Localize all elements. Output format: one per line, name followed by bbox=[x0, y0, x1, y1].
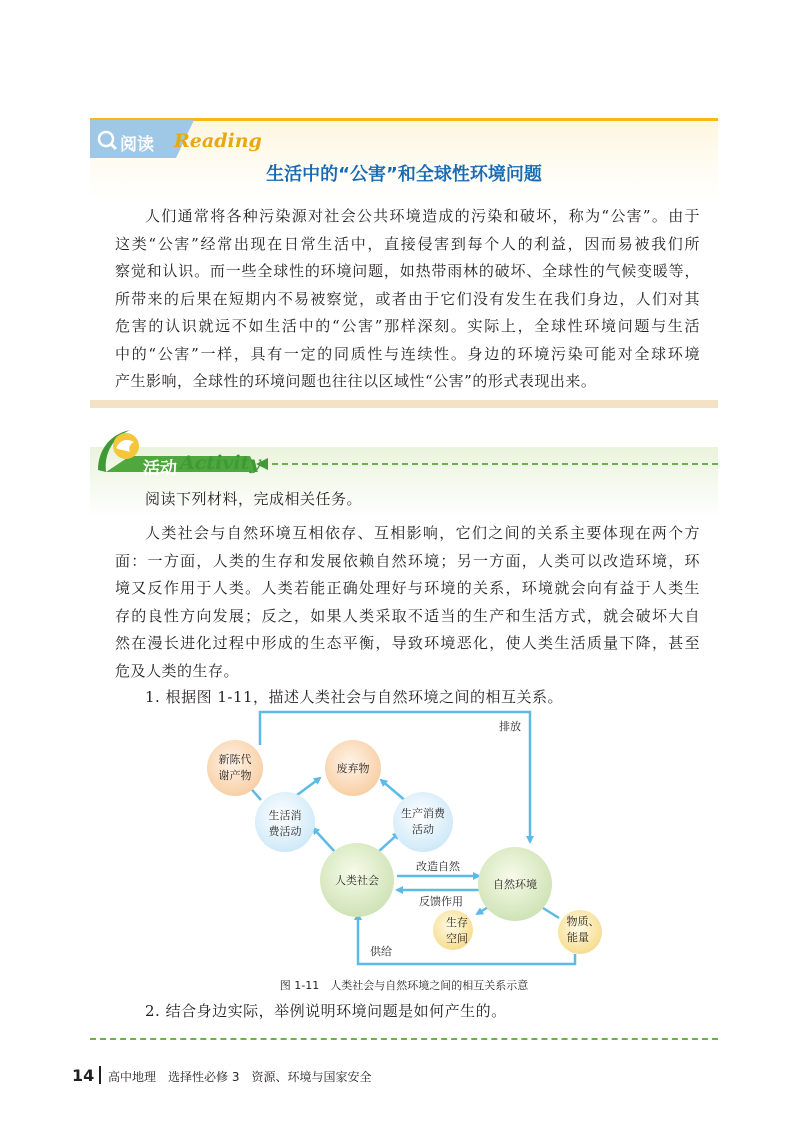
node-life-consumption bbox=[255, 792, 315, 852]
reading-title: 生活中的“公害”和全球性环境问题 bbox=[266, 164, 542, 185]
reading-line: 这类“公害”经常出现在日常生活中，直接侵害到每个人的利益，因而易被我们所 bbox=[115, 234, 700, 253]
arrow-society-to-life bbox=[313, 828, 335, 852]
node-metabolic-label-2: 谢产物 bbox=[218, 769, 252, 782]
activity-tab-english: Activity bbox=[180, 452, 261, 474]
activity-line: 存的良性方向发展；反之，如果人类采取不适当的生产和生活方式，就会破坏大自 bbox=[115, 606, 700, 625]
node-metabolic-label-1: 新陈代 bbox=[218, 753, 252, 766]
reading-line: 产生影响，全球性的环境问题也往往以区域性“公害”的形式表现出来。 bbox=[115, 372, 597, 390]
activity-line: 人类社会与自然环境互相依存、互相影响，它们之间的关系主要体现在两个方 bbox=[145, 524, 700, 542]
arrow-nature-to-material bbox=[543, 908, 559, 918]
reading-paragraph bbox=[115, 231, 700, 396]
node-production-consumption bbox=[393, 792, 453, 852]
reading-tab-label: 阅读 bbox=[120, 135, 154, 155]
node-life-label-1: 生活消 bbox=[268, 809, 302, 822]
node-life-label-2: 费活动 bbox=[268, 825, 302, 838]
label-discharge: 排放 bbox=[499, 720, 521, 733]
activity-intro bbox=[145, 486, 700, 514]
node-space-label-1: 生存 bbox=[446, 916, 468, 929]
footer-book-title: 高中地理 选择性必修 3 资源、环境与国家安全 bbox=[108, 1070, 372, 1084]
page-number: 14 bbox=[72, 1066, 95, 1085]
reading-line: 所带来的后果在短期内不易被察觉，或者由于它们没有发生在我们身边，人们对其 bbox=[115, 289, 700, 308]
arrow-society-to-production bbox=[378, 833, 399, 852]
figure-caption: 图 1-11 人类社会与自然环境之间的相互关系示意 bbox=[279, 979, 529, 992]
reading-line: 察觉和认识。而一些全球性的环境问题，如热带雨林的破坏、全球性的气候变暖等， bbox=[115, 262, 700, 280]
footer-divider bbox=[99, 1066, 101, 1084]
node-waste-label: 废弃物 bbox=[336, 762, 370, 775]
node-metabolic-products bbox=[207, 740, 263, 796]
node-society-label: 人类社会 bbox=[335, 874, 379, 887]
node-material-label-1: 物质、 bbox=[566, 915, 600, 928]
activity-line: 阅读下列材料，完成相关任务。 bbox=[145, 490, 363, 508]
activity-line: 面：一方面，人类的生存和发展依赖自然环境；另一方面，人类可以改造环境，环 bbox=[115, 551, 700, 570]
activity-tab-label: 活动 bbox=[143, 459, 177, 479]
reading-tab-english: Reading bbox=[174, 130, 262, 152]
reading-line: 人们通常将各种污染源对社会公共环境造成的污染和破坏，称为“公害”。由于 bbox=[145, 207, 700, 225]
activity-line: 境又反作用于人类。人类若能正确处理好与环境的关系，环境就会向有益于人类生 bbox=[115, 579, 700, 597]
activity-paragraph-first-line bbox=[145, 520, 700, 548]
label-supply: 供给 bbox=[370, 945, 392, 958]
reading-bottom-rule bbox=[90, 400, 718, 408]
activity-paragraph bbox=[115, 548, 700, 686]
node-space-label-2: 空间 bbox=[446, 932, 468, 945]
activity-line: 危及人类的生存。 bbox=[115, 661, 240, 680]
activity-dashed-rule bbox=[262, 463, 718, 465]
node-material-label-2: 能量 bbox=[567, 931, 589, 944]
arrow-production-to-waste bbox=[381, 780, 407, 802]
activity-arrow-icon bbox=[256, 458, 268, 470]
reading-paragraph-first-line bbox=[145, 203, 700, 231]
reading-line: 危害的认识就远不如生活中的“公害”那样深刻。实际上，全球性环境问题与生活 bbox=[115, 317, 700, 335]
bottom-dashed-rule bbox=[90, 1038, 718, 1040]
reading-line: 中的“公害”一样，具有一定的同质性与连续性。身边的环境污染可能对全球环境 bbox=[115, 344, 700, 363]
question-2 bbox=[145, 998, 700, 1026]
activity-line: 然在漫长进化过程中形成的生态平衡，导致环境恶化，使人类生活质量下降，甚至 bbox=[115, 634, 700, 652]
question-1-text: 1. 根据图 1-11，描述人类社会与自然环境之间的相互关系。 bbox=[145, 688, 564, 706]
node-production-label-1: 生产消费 bbox=[401, 807, 445, 820]
label-transform-nature: 改造自然 bbox=[416, 860, 460, 873]
label-feedback: 反馈作用 bbox=[419, 895, 463, 908]
relationship-diagram bbox=[195, 700, 615, 975]
node-production-label-2: 活动 bbox=[412, 823, 434, 836]
node-nature-label: 自然环境 bbox=[493, 878, 537, 891]
question-2-text: 2. 结合身边实际，举例说明环境问题是如何产生的。 bbox=[145, 1002, 507, 1020]
